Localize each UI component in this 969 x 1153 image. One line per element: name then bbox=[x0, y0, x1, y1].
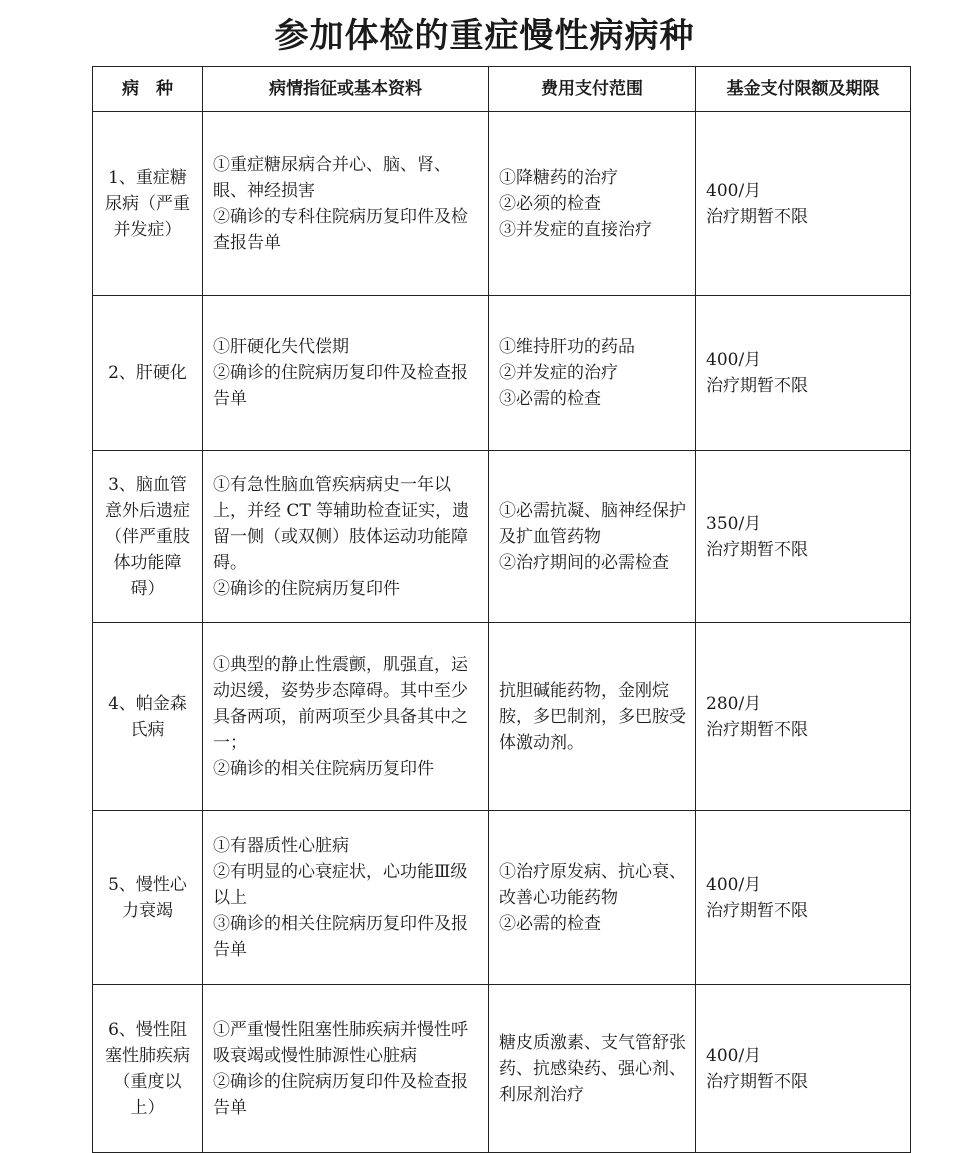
scope-line: ③必需的检查 bbox=[499, 389, 601, 409]
fund-period: 治疗期暂不限 bbox=[706, 376, 808, 396]
header-disease: 病 种 bbox=[93, 67, 203, 112]
disease-name: 2、肝硬化 bbox=[93, 296, 203, 451]
fund-limit: 400/月 bbox=[706, 874, 762, 895]
indication-cell bbox=[203, 112, 489, 296]
disease-name: 4、帕金森氏病 bbox=[93, 623, 203, 811]
fund-limit: 350/月 bbox=[706, 513, 762, 534]
table-row bbox=[93, 811, 911, 985]
indication-line: ②确诊的住院病历复印件及检查报告单 bbox=[213, 363, 468, 409]
table-row bbox=[93, 451, 911, 623]
table-row bbox=[93, 296, 911, 451]
fund-cell bbox=[696, 811, 911, 985]
scope-line: 抗胆碱能药物，金刚烷胺，多巴制剂，多巴胺受体激动剂。 bbox=[499, 680, 686, 753]
scope-line: ②治疗期间的必需检查 bbox=[499, 552, 669, 573]
scope-line: ②并发症的治疗 bbox=[499, 363, 618, 383]
disease-name: 5、慢性心力衰竭 bbox=[93, 811, 203, 985]
fund-limit: 400/月 bbox=[706, 350, 762, 370]
scope-line: 糖皮质激素、支气管舒张药、抗感染药、强心剂、利尿剂治疗 bbox=[499, 1032, 686, 1105]
disease-name: 6、慢性阻塞性肺疾病（重度以上） bbox=[93, 985, 203, 1153]
fund-cell bbox=[696, 623, 911, 811]
indication-cell bbox=[203, 623, 489, 811]
fund-cell bbox=[696, 296, 911, 451]
header-scope: 费用支付范围 bbox=[489, 67, 696, 112]
indication-line: ②确诊的住院病历复印件及检查报告单 bbox=[213, 1071, 468, 1118]
fund-period: 治疗期暂不限 bbox=[706, 900, 808, 921]
indication-cell bbox=[203, 451, 489, 623]
disease-name: 3、脑血管意外后遗症（伴严重肢体功能障碍） bbox=[93, 451, 203, 623]
indication-line: ③确诊的相关住院病历复印件及报告单 bbox=[213, 913, 468, 960]
disease-table bbox=[92, 66, 911, 1153]
scope-line: ①必需抗凝、脑神经保护及扩血管药物 bbox=[499, 500, 686, 547]
disease-name: 1、重症糖尿病（严重并发症） bbox=[93, 112, 203, 296]
table-row bbox=[93, 985, 911, 1153]
table-header-row bbox=[93, 67, 911, 112]
table-row bbox=[93, 112, 911, 296]
scope-line: ③并发症的直接治疗 bbox=[499, 219, 652, 240]
indication-line: ②有明显的心衰症状，心功能Ⅲ级以上 bbox=[213, 861, 468, 908]
indication-cell bbox=[203, 985, 489, 1153]
scope-line: ②必需的检查 bbox=[499, 913, 601, 934]
fund-cell bbox=[696, 451, 911, 623]
scope-cell bbox=[489, 112, 696, 296]
fund-cell bbox=[696, 112, 911, 296]
scope-cell bbox=[489, 451, 696, 623]
scope-cell bbox=[489, 811, 696, 985]
fund-limit: 400/月 bbox=[706, 180, 762, 201]
indication-line: ②确诊的住院病历复印件 bbox=[213, 578, 400, 599]
indication-line: ①典型的静止性震颤，肌强直，运动迟缓，姿势步态障碍。其中至少具备两项，前两项至少具备其中之一； bbox=[213, 654, 468, 753]
indication-line: ①肝硬化失代偿期 bbox=[213, 337, 349, 357]
header-fund-limit: 基金支付限额及期限 bbox=[696, 67, 911, 112]
scope-line: ①维持肝功的药品 bbox=[499, 337, 635, 357]
scope-line: ①治疗原发病、抗心衰、改善心功能药物 bbox=[499, 861, 686, 908]
scope-line: ①降糖药的治疗 bbox=[499, 167, 618, 188]
fund-period: 治疗期暂不限 bbox=[706, 1071, 808, 1092]
indication-line: ①有器质性心脏病 bbox=[213, 835, 349, 856]
indication-line: ①重症糖尿病合并心、脑、肾、眼、神经损害 bbox=[213, 154, 451, 201]
scope-cell bbox=[489, 296, 696, 451]
fund-period: 治疗期暂不限 bbox=[706, 539, 808, 560]
scope-line: ②必须的检查 bbox=[499, 193, 601, 214]
indication-cell bbox=[203, 811, 489, 985]
header-indication: 病情指征或基本资料 bbox=[203, 67, 489, 112]
scope-cell bbox=[489, 623, 696, 811]
indication-line: ①严重慢性阻塞性肺疾病并慢性呼吸衰竭或慢性肺源性心脏病 bbox=[213, 1019, 468, 1066]
fund-cell bbox=[696, 985, 911, 1153]
indication-line: ①有急性脑血管疾病病史一年以上，并经 CT 等辅助检查证实，遗留一侧（或双侧）肢体运动功能障碍。 bbox=[213, 474, 470, 573]
fund-period: 治疗期暂不限 bbox=[706, 719, 808, 740]
table-row bbox=[93, 623, 911, 811]
fund-period: 治疗期暂不限 bbox=[706, 206, 808, 227]
page-title: 参加体检的重症慢性病病种 bbox=[274, 16, 695, 56]
indication-cell bbox=[203, 296, 489, 451]
fund-limit: 400/月 bbox=[706, 1045, 762, 1066]
indication-line: ②确诊的专科住院病历复印件及检查报告单 bbox=[213, 206, 468, 253]
fund-limit: 280/月 bbox=[706, 693, 762, 714]
indication-line: ②确诊的相关住院病历复印件 bbox=[213, 758, 434, 779]
scope-cell bbox=[489, 985, 696, 1153]
